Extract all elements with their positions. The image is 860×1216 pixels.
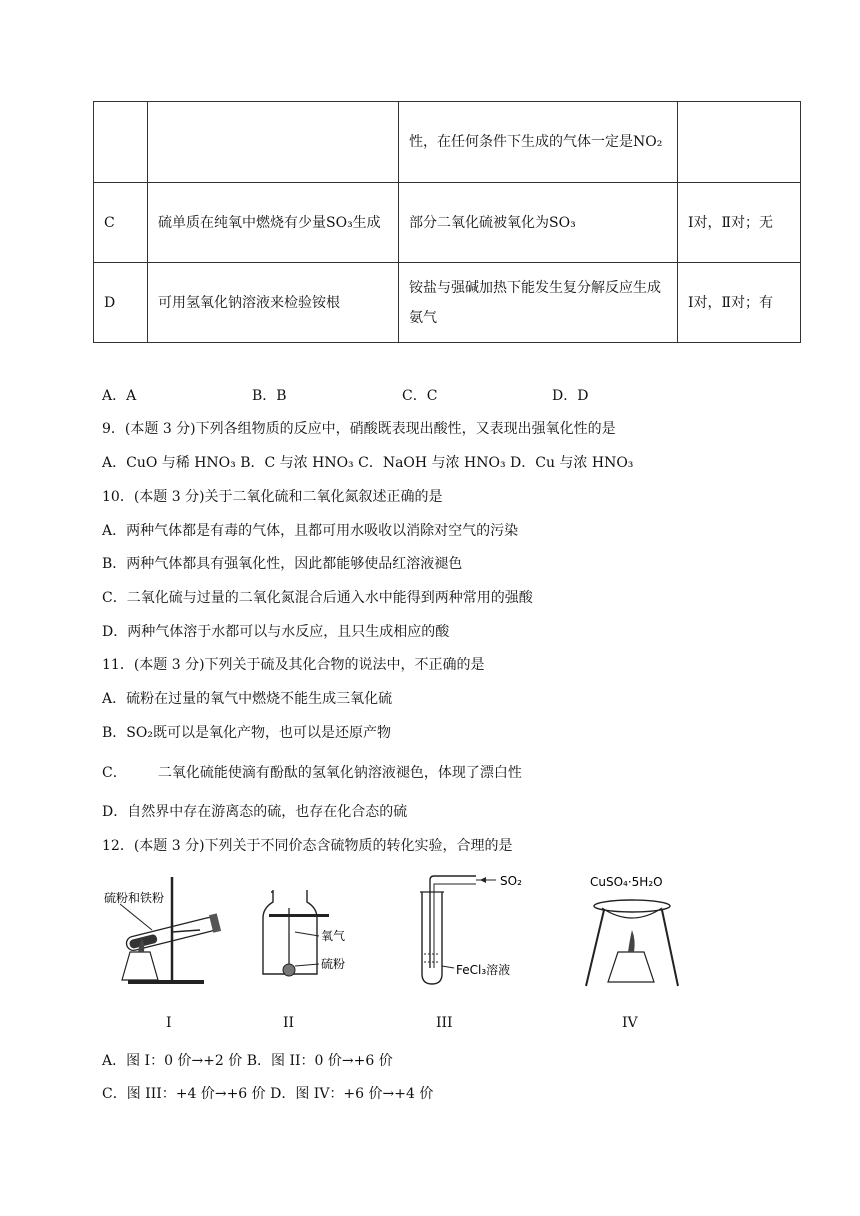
- figure-iv-label: CuSO₄·5H₂O: [590, 875, 663, 889]
- comparison-table: [93, 101, 801, 343]
- row-label: [94, 102, 148, 183]
- figure-caption-ii: II: [283, 1015, 295, 1031]
- q8-option-d: D．D: [552, 388, 589, 404]
- figure-iii-label-fecl3: FeCl₃溶液: [456, 963, 511, 977]
- figure-i-test-tube-heating: [100, 872, 230, 990]
- statement-1: [148, 102, 399, 183]
- q10-option-b: B．两种气体都具有强氧化性，因此都能够使品红溶液褪色: [102, 556, 463, 572]
- figure-caption-i: I: [166, 1015, 172, 1031]
- figure-caption-iii: III: [436, 1015, 453, 1031]
- q8-option-b: B．B: [252, 388, 287, 404]
- q10-option-a: A．两种气体都是有毒的气体，且都可用水吸收以消除对空气的污染: [102, 523, 519, 539]
- q12-options-cd: C．图 III：+4 价→+6 价 D．图 IV：+6 价→+4 价: [102, 1086, 434, 1102]
- table-row: [94, 102, 801, 183]
- statement-2: 部分二氧化硫被氧化为SO₃: [399, 183, 678, 263]
- figure-caption-iv: IV: [622, 1015, 638, 1031]
- judgement: Ⅰ对，Ⅱ对；有: [678, 263, 801, 343]
- figure-ii-gas-jar: [255, 878, 355, 988]
- q11-option-d: D．自然界中存在游离态的硫，也存在化合态的硫: [102, 804, 408, 820]
- row-label: D: [94, 263, 148, 343]
- row-label: C: [94, 183, 148, 263]
- figure-iii-label-so2: SO₂: [500, 874, 522, 888]
- figure-iv-crucible-heating: [580, 868, 690, 992]
- q12-stem: 12．(本题 3 分)下列关于不同价态含硫物质的转化实验，合理的是: [102, 838, 513, 854]
- q11-option-a: A．硫粉在过量的氧气中燃烧不能生成三氧化硫: [102, 691, 393, 707]
- q10-option-d: D．两种气体溶于水都可以与水反应，且只生成相应的酸: [102, 624, 450, 640]
- figure-iii-test-tube-gas: [410, 870, 560, 988]
- q11-option-c: C． 二氧化硫能使滴有酚酞的氢氧化钠溶液褪色，体现了漂白性: [102, 765, 522, 781]
- statement-2: 铵盐与强碱加热下能发生复分解反应生成氨气: [399, 263, 678, 343]
- q9-options: A．CuO 与稀 HNO₃ B．C 与浓 HNO₃ C．NaOH 与浓 HNO₃ D．Cu 与浓 HNO₃: [102, 455, 634, 471]
- q8-option-a: A．A: [102, 388, 137, 404]
- q11-option-b: B．SO₂既可以是氧化产物，也可以是还原产物: [102, 725, 391, 741]
- statement-1: 硫单质在纯氧中燃烧有少量SO₃生成: [148, 183, 399, 263]
- statement-1: 可用氢氧化钠溶液来检验铵根: [148, 263, 399, 343]
- table-row: [94, 183, 801, 263]
- q10-stem: 10．(本题 3 分)关于二氧化硫和二氧化氮叙述正确的是: [102, 489, 443, 505]
- q9-stem: 9．(本题 3 分)下列各组物质的反应中，硝酸既表现出酸性，又表现出强氧化性的是: [102, 421, 616, 437]
- q10-option-c: C．二氧化硫与过量的二氧化氮混合后通入水中能得到两种常用的强酸: [102, 590, 533, 606]
- figure-ii-label-oxygen: 氧气: [321, 929, 346, 943]
- judgement: Ⅰ对，Ⅱ对；无: [678, 183, 801, 263]
- q12-options-ab: A．图 I：0 价→+2 价 B．图 II：0 价→+6 价: [102, 1053, 393, 1069]
- q11-stem: 11．(本题 3 分)下列关于硫及其化合物的说法中，不正确的是: [102, 657, 485, 673]
- table-row: [94, 263, 801, 343]
- figure-i-label: 硫粉和铁粉: [104, 891, 165, 905]
- q8-option-c: C．C: [402, 388, 438, 404]
- judgement: [678, 102, 801, 183]
- statement-2: 性，在任何条件下生成的气体一定是NO₂: [399, 102, 678, 183]
- figure-ii-label-sulfur: 硫粉: [321, 957, 346, 971]
